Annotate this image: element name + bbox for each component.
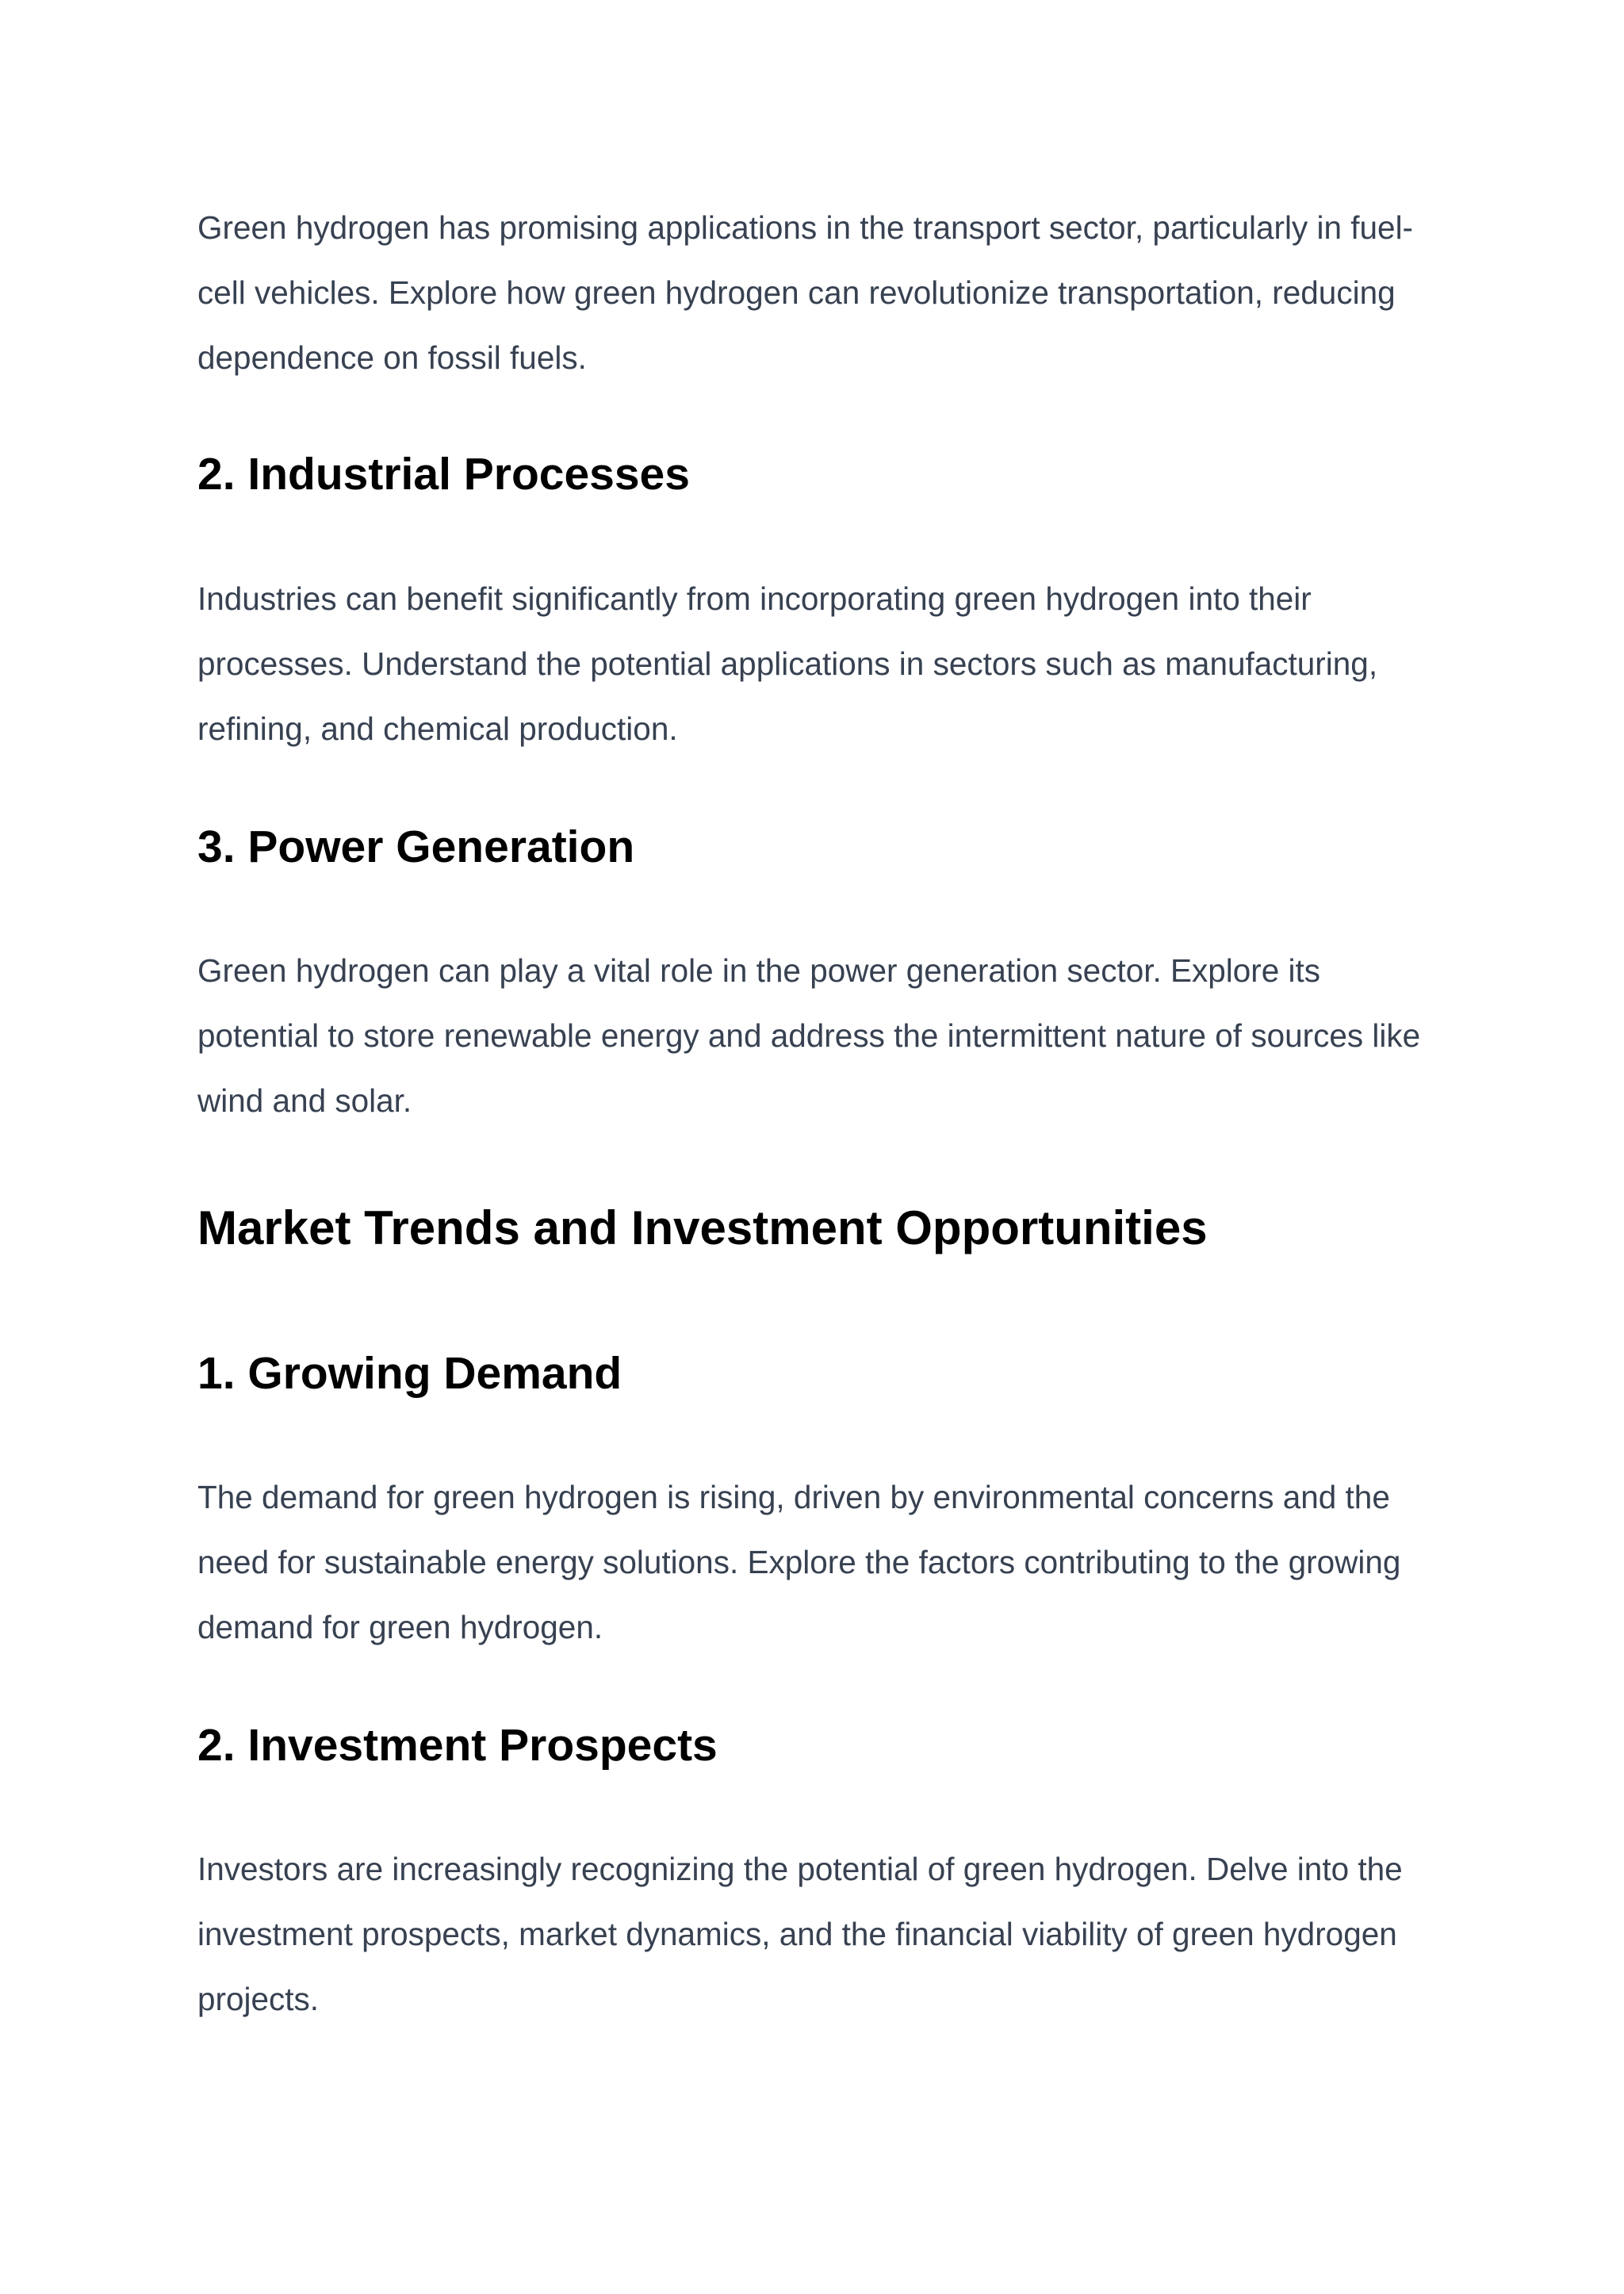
heading-industrial-processes: 2. Industrial Processes [197, 449, 690, 500]
heading-investment-prospects: 2. Investment Prospects [197, 1720, 718, 1771]
growing-demand-paragraph: The demand for green hydrogen is rising, driven by environmental concerns and the need for sustainable energy solutions. Explore the factors contributing to the growing demand for green hydrogen. [197, 1479, 1401, 1645]
intro-paragraph: Green hydrogen has promising applications in the transport sector, particularly in fuel-cell vehicles. Explore how green hydrogen can revolutionize transportation, reducing dependence on fossil fuels. [197, 209, 1414, 376]
heading-growing-demand: 1. Growing Demand [197, 1348, 622, 1399]
heading-power-generation: 3. Power Generation [197, 821, 635, 872]
industrial-processes-paragraph: Industries can benefit significantly from incorporating green hydrogen into their processes. Understand the potential applications in sectors such as manufacturing, refining, and chemical production. [197, 580, 1378, 747]
heading-market-trends: Market Trends and Investment Opportunities [197, 1201, 1208, 1254]
power-generation-paragraph: Green hydrogen can play a vital role in the power generation sector. Explore its potential to store renewable energy and address the intermittent nature of sources like wind and solar. [197, 952, 1421, 1119]
investment-prospects-paragraph: Investors are increasingly recognizing the potential of green hydrogen. Delve into the investment prospects, market dynamics, and the financial viability of green hydrogen projects. [197, 1851, 1403, 2017]
